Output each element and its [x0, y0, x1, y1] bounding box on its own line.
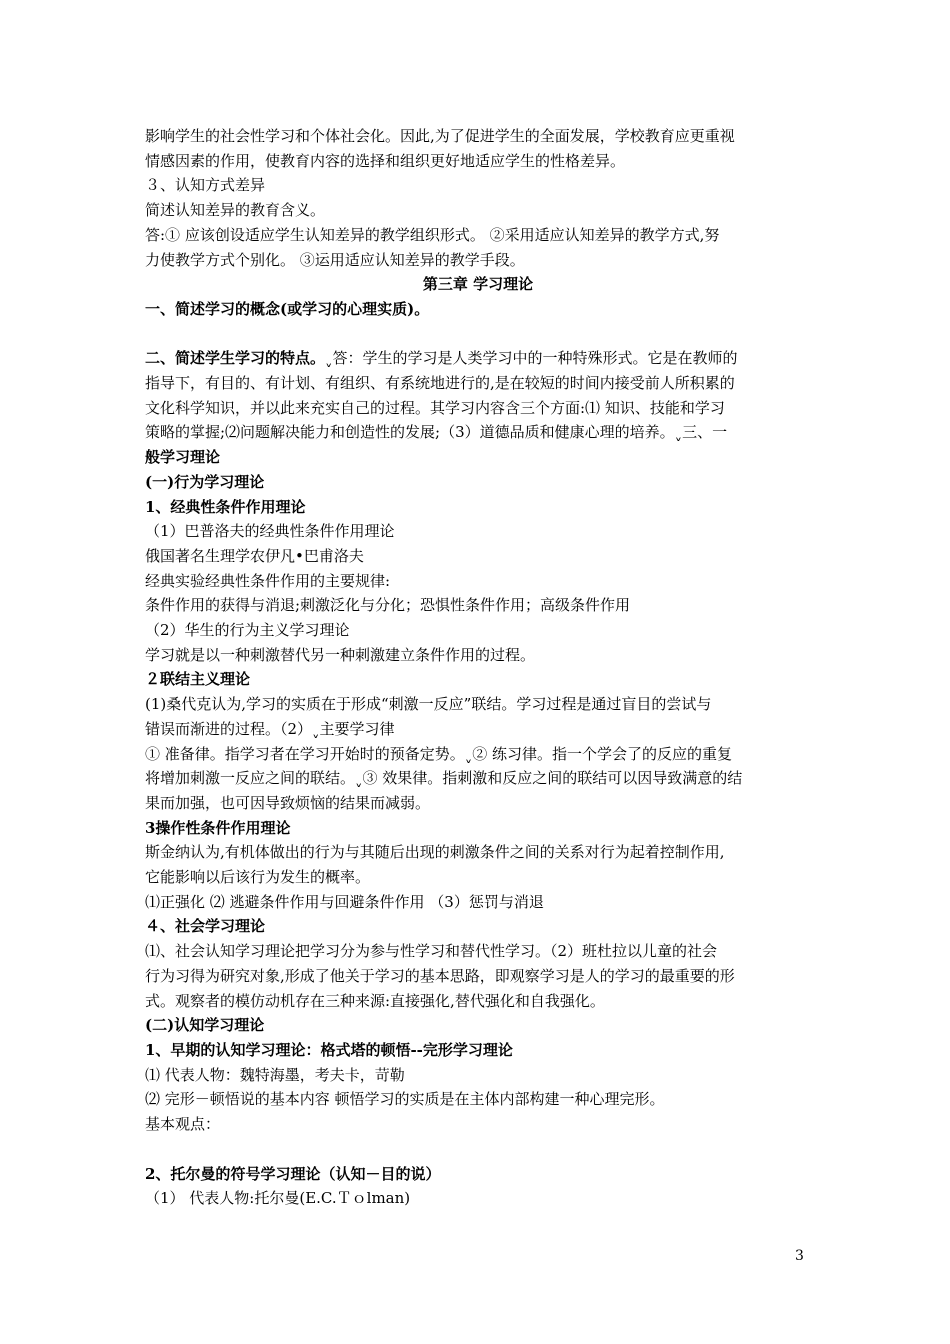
blank-line — [145, 1137, 811, 1162]
text-line: （1）巴普洛夫的经典性条件作用理论 — [145, 522, 395, 541]
subsection-heading: 3操作性条件作用理论 — [145, 818, 291, 837]
subsection-heading: (一)行为学习理论 — [145, 472, 265, 491]
text-line: 式。观察者的模仿动机存在三种来源:直接强化,替代强化和自我强化。 — [145, 991, 605, 1010]
text-line: ˬ答：学生的学习是人类学习中的一种特殊形式。它是在教师的 — [325, 349, 738, 368]
text-line: 将增加刺激一反应之间的联结。ˬ③ 效果律。指刺激和反应之间的联结可以因导致满意的结 — [145, 769, 743, 788]
text-line: ⑴、社会认知学习理论把学习分为参与性学习和替代性学习。（2）班杜拉以儿童的社会 — [145, 942, 718, 961]
text-line: （1） 代表人物:托尔曼(E.C.Ｔｏlman) — [145, 1189, 411, 1208]
subsection-heading: ４、社会学习理论 — [145, 917, 266, 936]
text-line: 答:① 应该创设适应学生认知差异的教学组织形式。 ②采用适应认知差异的教学方式,努 — [145, 225, 720, 244]
section-heading: 一、简述学习的概念(或学习的心理实质)。 — [145, 299, 430, 318]
blank-line — [145, 322, 811, 347]
page-body — [145, 124, 811, 1211]
text-line: 俄国著名生理学农伊凡•巴甫洛夫 — [145, 546, 364, 565]
section-heading: 般学习理论 — [145, 448, 221, 467]
text-line: 指导下，有目的、有计划、有组织、有系统地进行的,是在较短的时间内接受前人所积累的 — [145, 374, 735, 393]
page-number: 3 — [795, 1248, 804, 1264]
text-line: 斯金纳认为,有机体做出的行为与其随后出现的刺激条件之间的关系对行为起着控制作用, — [145, 843, 725, 862]
text-line: ⑴正强化 ⑵ 逃避条件作用与回避条件作用 （3）惩罚与消退 — [145, 892, 544, 911]
chapter-heading: 第三章 学习理论 — [422, 275, 534, 294]
text-line: 行为习得为研究对象,形成了他关于学习的基本思路，即观察学习是人的学习的最重要的形 — [145, 966, 735, 985]
text-line: 情感因素的作用，使教育内容的选择和组织更好地适应学生的性格差异。 — [145, 151, 626, 170]
subsection-heading: (二)认知学习理论 — [145, 1016, 265, 1035]
text-line — [145, 346, 811, 371]
subsection-heading: ２联结主义理论 — [145, 670, 251, 689]
text-line: 力使教学方式个别化。 ③运用适应认知差异的教学手段。 — [145, 250, 525, 269]
section-heading-inline: 二、简述学生学习的特点。 — [145, 349, 326, 368]
text-line: 果而加强，也可因导致烦恼的结果而减弱。 — [145, 793, 431, 812]
text-line: 文化科学知识，并以此来充实自己的过程。其学习内容含三个方面:⑴ 知识、技能和学习 — [145, 398, 725, 417]
subsection-heading: 2、托尔曼的符号学习理论（认知－目的说） — [145, 1164, 441, 1183]
text-line: ⑵ 完形－顿悟说的基本内容 顿悟学习的实质是在主体内部构建一种心理完形。 — [145, 1090, 665, 1109]
text-line: ⑴ 代表人物：魏特海墨，考夫卡，苛勒 — [145, 1065, 405, 1084]
text-line: 简述认知差异的教育含义。 — [145, 201, 326, 220]
text-line: 影响学生的社会性学习和个体社会化。因此,为了促进学生的全面发展，学校教育应更重视 — [145, 127, 735, 145]
text-line: 策略的掌握;⑵问题解决能力和创造性的发展;（3）道德品质和健康心理的培养。ˬ三、一 — [145, 423, 728, 442]
text-line: 它能影响以后该行为发生的概率。 — [145, 868, 371, 887]
text-line: 错误而渐进的过程。（2）ˬ主要学习律 — [145, 719, 395, 738]
subsection-heading: 1、早期的认知学习理论：格式塔的顿悟--完形学习理论 — [145, 1041, 513, 1059]
text-line: 学习就是以一种刺激替代另一种刺激建立条件作用的过程。 — [145, 645, 536, 664]
text-line: ① 准备律。指学习者在学习开始时的预备定势。ˬ② 练习律。指一个学会了的反应的重复 — [145, 744, 733, 763]
subsection-heading: 1、经典性条件作用理论 — [145, 497, 306, 516]
text-line: （2）华生的行为主义学习理论 — [145, 621, 350, 640]
text-line: 条件作用的获得与消退;刺激泛化与分化；恐惧性条件作用；高级条件作用 — [145, 596, 631, 615]
text-line: (1)桑代克认为,学习的实质在于形成“刺激一反应”联结。学习过程是通过盲目的尝试与 — [145, 695, 712, 714]
text-line: ３、认知方式差异 — [145, 176, 266, 195]
text-line: 经典实验经典性条件作用的主要规律: — [145, 571, 391, 590]
text-line: 基本观点： — [145, 1115, 221, 1134]
